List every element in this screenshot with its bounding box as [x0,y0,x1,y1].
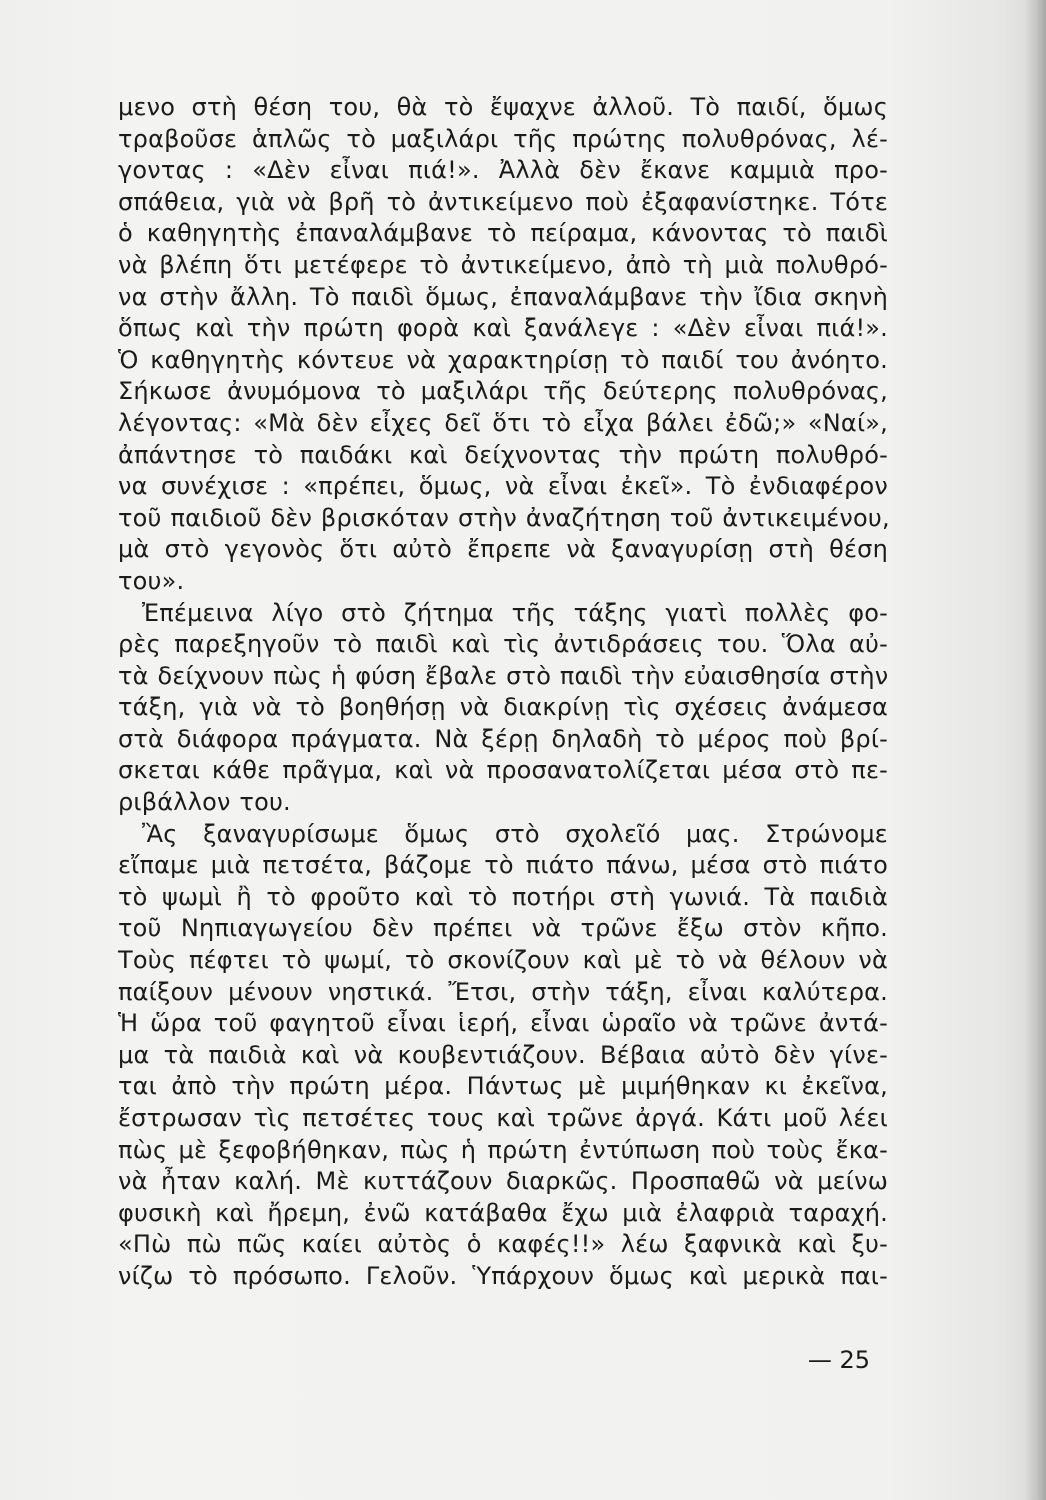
text-line: Ἡ ὥρα τοῦ φαγητοῦ εἶναι ἱερή, εἶναι ὡραῖο νὰ τρῶνε ἀντά- [118,1009,888,1038]
text-line: ἀπάντησε τὸ παιδάκι καὶ δείχνοντας τὴν πρώτη πολυθρό- [118,440,888,469]
text-line: νὰ ἦταν καλή. Μὲ κυττάζουν διαρκῶς. Προσπαθῶ νὰ μείνω [118,1167,888,1196]
text-line: Ὁ καθηγητὴς κόντευε νὰ χαρακτηρίσῃ τὸ παιδί του ἀνόητο. [118,345,888,374]
text-line: να στὴν ἄλλη. Τὸ παιδὶ ὅμως, ἐπαναλάμβανε τὴν ἴδια σκηνὴ [118,282,888,311]
text-line: τοῦ παιδιοῦ δὲν βρισκόταν στὴν ἀναζήτηση τοῦ ἀντικειμένου, [118,503,890,532]
text-line: ὅπως καὶ τὴν πρώτη φορὰ καὶ ξανάλεγε : «Δὲν εἶναι πιά!». [118,314,888,343]
page-number: — 25 [807,1346,870,1374]
text-line: σκεται κάθε πρᾶγμα, καὶ νὰ προσανατολίζεται μέσα στὸ πε- [118,756,888,785]
text-line: νὰ βλέπη ὅτι μετέφερε τὸ ἀντικείμενο, ἀπὸ τὴ μιὰ πολυθρό- [118,250,888,279]
text-line: φυσικὴ καὶ ἤρεμη, ἐνῶ κατάβαθα ἔχω μιὰ ἐλαφριὰ ταραχή. [118,1198,888,1227]
text-line: τὰ δείχνουν πὼς ἡ φύση ἔβαλε στὸ παιδὶ τὴν εὐαισθησία στὴν [118,661,889,690]
text-line: ται ἀπὸ τὴν πρώτη μέρα. Πάντως μὲ μιμήθηκαν κι ἐκεῖνα, [118,1072,888,1101]
text-line: γοντας : «Δὲν εἶναι πιά!». Ἀλλὰ δὲν ἔκανε καμμιὰ προ- [118,156,888,185]
text-line: του». [118,566,185,595]
body-text [118,92,888,1293]
page-edge-shadow [1024,0,1046,1500]
text-line: εἴπαμε μιὰ πετσέτα, βάζομε τὸ πιάτο πάνω, μέσα στὸ πιάτο [118,851,888,880]
text-line: πὼς μὲ ξεφοβήθηκαν, πὼς ἡ πρώτη ἐντύπωση ποὺ τοὺς ἔκα- [118,1135,888,1164]
text-line: Ἂς ξαναγυρίσωμε ὅμως στὸ σχολεῖό μας. Στρώνομε [142,819,888,848]
text-line: μα τὰ παιδιὰ καὶ νὰ κουβεντιάζουν. Βέβαια αὐτὸ δὲν γίνε- [118,1040,888,1069]
text-line: τραβοῦσε ἁπλῶς τὸ μαξιλάρι τῆς πρώτης πολυθρόνας, λέ- [118,124,888,153]
text-line: Τοὺς πέφτει τὸ ψωμί, τὸ σκονίζουν καὶ μὲ τὸ νὰ θέλουν νὰ [118,946,888,975]
text-line: τὸ ψωμὶ ἢ τὸ φροῦτο καὶ τὸ ποτήρι στὴ γωνιά. Τὰ παιδιὰ [118,882,888,911]
text-line: νίζω τὸ πρόσωπο. Γελοῦν. Ὑπάρχουν ὅμως καὶ μερικὰ παι- [118,1261,888,1290]
text-line: ὁ καθηγητὴς ἐπαναλάμβανε τὸ πείραμα, κάνοντας τὸ παιδὶ [118,219,888,248]
text-line: μενο στὴ θέση του, θὰ τὸ ἔψαχνε ἀλλοῦ. Τὸ παιδί, ὅμως [118,93,888,121]
text-line: παίξουν μένουν νηστικά. Ἔτσι, στὴν τάξη, εἶναι καλύτερα. [118,977,888,1006]
text-line: τάξη, γιὰ νὰ τὸ βοηθήσῃ νὰ διακρίνῃ τὶς σχέσεις ἀνάμεσα [118,693,888,722]
text-line: Ἐπέμεινα λίγο στὸ ζήτημα τῆς τάξης γιατὶ πολλὲς φο- [142,598,888,627]
text-line: να συνέχισε : «πρέπει, ὅμως, νὰ εἶναι ἐκεῖ». Τὸ ἐνδιαφέρον [118,472,888,501]
text-line: στὰ διάφορα πράγματα. Νὰ ξέρῃ δηλαδὴ τὸ μέρος ποὺ βρί- [118,724,888,753]
text-line: Σήκωσε ἀνυμόμονα τὸ μαξιλάρι τῆς δεύτερης πολυθρόνας, [118,377,888,406]
text-line: σπάθεια, γιὰ νὰ βρῆ τὸ ἀντικείμενο ποὺ ἐξαφανίστηκε. Τότε [118,187,888,216]
text-line: τοῦ Νηπιαγωγείου δὲν πρέπει νὰ τρῶνε ἔξω στὸν κῆπο. [118,914,888,943]
text-line: ριβάλλον του. [118,788,291,817]
text-line: μὰ στὸ γεγονὸς ὅτι αὐτὸ ἔπρεπε νὰ ξαναγυρίσῃ στὴ θέση [118,535,888,564]
text-line: «Πὼ πὼ πῶς καίει αὐτὸς ὁ καφές!!» λέω ξαφνικὰ καὶ ξυ- [118,1230,888,1259]
text-line: λέγοντας: «Μὰ δὲν εἶχες δεῖ ὅτι τὸ εἶχα βάλει ἐδῶ;» «Ναί», [118,408,888,437]
text-line: ἔστρωσαν τὶς πετσέτες τους καὶ τρῶνε ἀργά. Κάτι μοῦ λέει [118,1104,888,1132]
text-line: ρὲς παρεξηγοῦν τὸ παιδὶ καὶ τὶς ἀντιδράσεις του. Ὅλα αὐ- [118,630,888,659]
